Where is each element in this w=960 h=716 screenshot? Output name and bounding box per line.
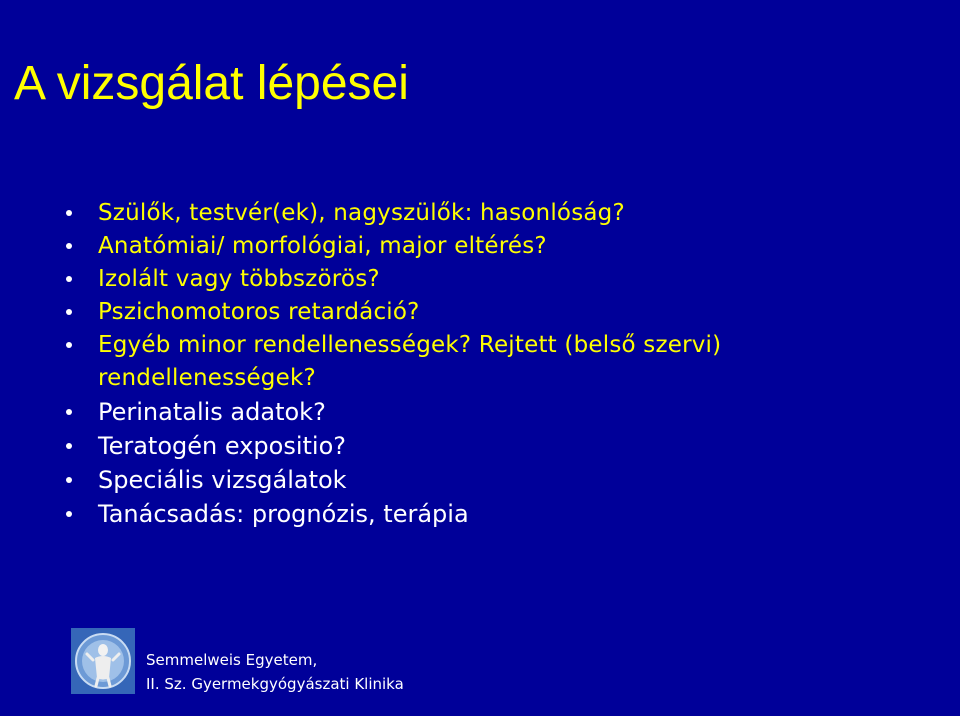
bullet-dot-icon (66, 409, 72, 415)
bullet-text: Szülők, testvér(ek), nagyszülők: hasonlóság? (98, 200, 625, 226)
bullet-item (66, 463, 946, 497)
bullet-item (66, 429, 946, 463)
slide-title: A vizsgálat lépései (14, 57, 409, 110)
bullet-text: Egyéb minor rendellenességek? Rejtett (belső szervi) rendellenességek? (98, 332, 722, 391)
bullet-item (66, 230, 946, 263)
bullet-item (66, 329, 946, 395)
footer-line-2: II. Sz. Gyermekgyógyászati Klinika (146, 675, 404, 693)
bullet-text: Pszichomotoros retardáció? (98, 299, 420, 325)
bullet-dot-icon (66, 477, 72, 483)
bullet-list (66, 197, 946, 531)
bullet-item (66, 296, 946, 329)
bullet-dot-icon (66, 511, 72, 517)
bullet-dot-icon (66, 276, 72, 282)
bullet-dot-icon (66, 210, 72, 216)
bullet-dot-icon (66, 309, 72, 315)
bullet-text: Speciális vizsgálatok (98, 466, 347, 494)
bullet-text: Anatómiai/ morfológiai, major eltérés? (98, 233, 547, 259)
bullet-item (66, 197, 946, 230)
university-seal-graphic (71, 628, 135, 694)
bullet-text: Izolált vagy többszörös? (98, 266, 380, 292)
bullet-dot-icon (66, 443, 72, 449)
bullet-item (66, 263, 946, 296)
bullet-dot-icon (66, 342, 72, 348)
footer (146, 648, 404, 696)
bullet-item (66, 497, 946, 531)
bullet-dot-icon (66, 243, 72, 249)
university-seal-icon (71, 628, 135, 694)
bullet-text: Perinatalis adatok? (98, 398, 326, 426)
bullet-text: Teratogén expositio? (98, 432, 346, 460)
footer-line-1: Semmelweis Egyetem, (146, 651, 318, 669)
bullet-text: Tanácsadás: prognózis, terápia (98, 500, 469, 528)
bullet-item (66, 395, 946, 429)
